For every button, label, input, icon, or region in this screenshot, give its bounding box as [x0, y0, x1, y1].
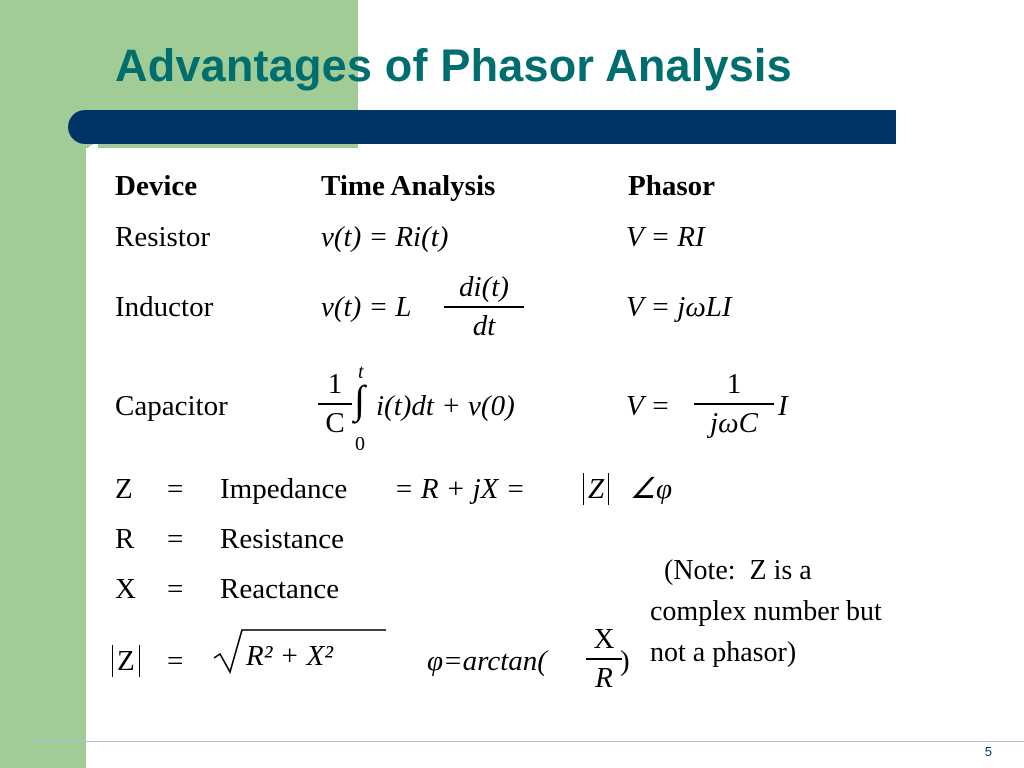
title-underline-bar	[68, 110, 896, 144]
sqrt-expression: R² + X²	[246, 640, 333, 672]
capacitor-phasor-right: I	[778, 390, 788, 422]
inductor-time-eq-left: v(t) = L	[321, 291, 412, 323]
fraction-bar	[586, 658, 622, 660]
device-capacitor: Capacitor	[115, 390, 228, 422]
x-symbol: X	[115, 573, 136, 605]
phi-arctan-left	[427, 647, 547, 676]
fraction-denominator: R	[595, 661, 613, 694]
capacitor-time-eq-right: i(t)dt + v(0)	[376, 390, 515, 422]
magnitude-equals: =	[167, 645, 184, 677]
x-definition: Reactance	[220, 573, 340, 605]
z-symbol: Z	[115, 473, 133, 505]
device-resistor: Resistor	[115, 221, 211, 253]
fraction-bar	[444, 306, 524, 308]
integral-upper-limit: t	[358, 361, 364, 383]
capacitor-phasor-left: V =	[626, 390, 671, 422]
capacitor-one-over-c	[318, 370, 352, 438]
z-equals: =	[167, 473, 184, 505]
header-device: Device	[115, 170, 198, 202]
fraction-numerator: X	[593, 623, 615, 655]
fraction-bar	[694, 403, 774, 405]
inductor-phasor-eq: V = jωLI	[626, 291, 732, 323]
footer-divider	[26, 741, 1024, 742]
magnitude-abs	[112, 647, 140, 676]
z-abs-value: Z	[583, 473, 609, 505]
inductor-derivative-fraction	[444, 273, 524, 341]
note-line-1: (Note: Z is a	[650, 555, 812, 586]
slide-title: Advantages of Phasor Analysis	[115, 40, 792, 91]
z-magnitude-abs	[583, 475, 609, 504]
fraction-bar	[318, 403, 352, 405]
phi-arctan-right: )	[620, 645, 630, 677]
magnitude-abs-value: Z	[112, 645, 140, 677]
note-line-2: complex number but	[650, 596, 882, 627]
integral-sign-icon: ∫	[354, 377, 365, 422]
device-inductor: Inductor	[115, 291, 214, 323]
header-time-analysis: Time Analysis	[321, 170, 496, 202]
fraction-numerator: 1	[726, 368, 742, 400]
r-definition: Resistance	[220, 523, 345, 555]
z-angle: ∠φ	[630, 473, 673, 505]
resistor-time-eq: v(t) = Ri(t)	[321, 221, 449, 253]
fraction-denominator: jωC	[710, 406, 758, 439]
x-equals: =	[167, 573, 184, 605]
page-number: 5	[984, 744, 992, 759]
note-line-3: not a phasor)	[650, 637, 797, 668]
fraction-denominator: dt	[472, 309, 496, 342]
r-equals: =	[167, 523, 184, 555]
fraction-denominator: C	[325, 406, 345, 439]
z-expression: = R + jX =	[394, 473, 526, 505]
fraction-numerator: 1	[327, 368, 343, 400]
fraction-numerator: di(t)	[459, 271, 509, 303]
phi-fraction	[586, 625, 622, 693]
note-box	[650, 550, 882, 673]
capacitor-phasor-fraction	[694, 370, 774, 438]
integral-lower-limit: 0	[355, 433, 365, 455]
phi-arctan-text: φ=arctan(	[427, 645, 547, 677]
header-phasor: Phasor	[628, 170, 715, 202]
resistor-phasor-eq: V = RI	[626, 221, 705, 253]
z-definition: Impedance	[220, 473, 348, 505]
r-symbol: R	[115, 523, 135, 555]
